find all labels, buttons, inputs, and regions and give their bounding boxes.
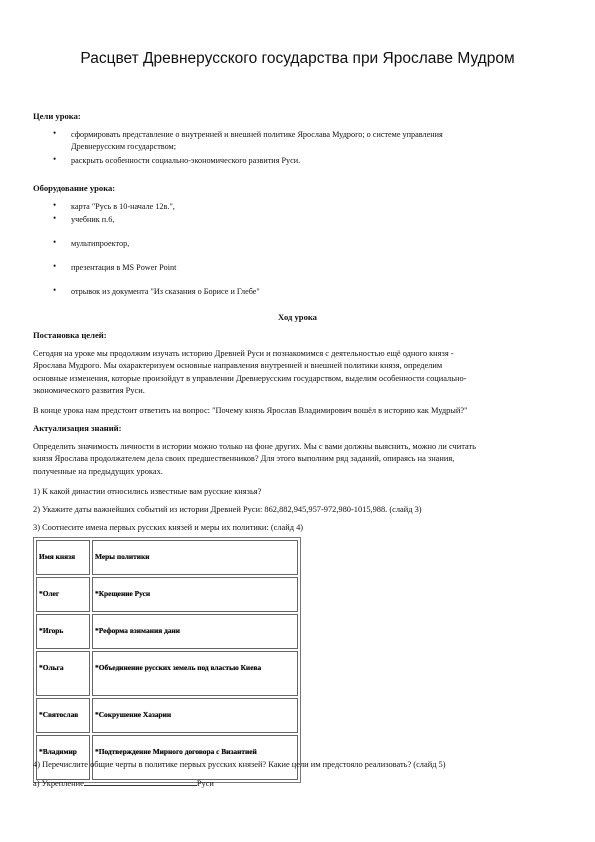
bullet-icon: •	[53, 213, 57, 223]
table-header-cell: Имя князя	[36, 540, 90, 575]
question-4: 4) Перечислите общие черты в политике первых русских князей? Какие цели им предстояло реализовать? (слайд 5)	[33, 760, 446, 769]
table-cell-policy: *Реформа взимания дани	[92, 614, 298, 649]
course-heading: Ход урока	[278, 312, 317, 322]
table-row	[36, 577, 298, 612]
bullet-icon: •	[53, 200, 57, 210]
answer-blank	[84, 777, 197, 786]
bullet-icon: •	[53, 237, 57, 247]
table-row	[36, 735, 298, 780]
question-3: 3) Соотнесите имена первых русских князей и меры их политики: (слайд 4)	[33, 523, 304, 532]
question-2: 2) Укажите даты важнейших событий из истории Древней Руси: 862,882,945,957-972,980-1015,988. (слайд 3)	[33, 505, 422, 514]
bullet-icon: •	[53, 128, 57, 138]
table-cell-policy: *Объединение русских земель под властью Киева	[92, 651, 298, 696]
table-cell-policy: *Сокрушение Хазарии	[92, 698, 298, 733]
equipment-item: учебник п.6,	[71, 215, 115, 224]
table-header-cell: Меры политики	[92, 540, 298, 575]
goals-heading: Цели урока:	[33, 111, 81, 121]
table-cell-prince: *Игорь	[36, 614, 90, 649]
goal-setting-heading: Постановка целей:	[33, 330, 107, 340]
actualization-paragraph: Определить значимость личности в истории можно только на фоне других. Мы с вами должны выяснить, можно ли считать князя Ярослава продолжателем дела своих предшественников? Для этого выполним ряд заданий, опираясь на знания, полученные на предыдущих уроках.	[33, 442, 476, 476]
table-cell-prince: *Олег	[36, 577, 90, 612]
table-cell-prince: *Святослав	[36, 698, 90, 733]
question-4a: а) Укрепление Руси	[33, 779, 214, 788]
table-cell-policy: *Подтверждение Мирного договора с Византией	[92, 735, 298, 780]
actualization-heading: Актуализация знаний:	[33, 423, 122, 433]
table-cell-prince: *Владимир	[36, 735, 90, 780]
bullet-icon: •	[53, 261, 57, 271]
equipment-item: отрывок из документа "Из сказания о Борисе и Глебе"	[71, 287, 260, 296]
equipment-item: мультипроектор,	[71, 239, 130, 248]
bullet-icon: •	[53, 285, 57, 295]
table-row	[36, 698, 298, 733]
equipment-item: карта "Русь в 10-начале 12в.",	[71, 202, 175, 211]
princes-policy-table	[33, 537, 301, 783]
table-cell-policy: *Крещение Руси	[92, 577, 298, 612]
goals-item-2: раскрыть особенности социально-экономического развития Руси.	[71, 156, 301, 165]
table-row	[36, 614, 298, 649]
table-cell-prince: *Ольга	[36, 651, 90, 696]
table-row	[36, 651, 298, 696]
goals-item-1: сформировать представление о внутренней и внешней политике Ярослава Мудрого; о системе управления Древнерусским государством;	[71, 130, 443, 151]
question-1: 1) К какой династии относились известные вам русские князья?	[33, 487, 262, 496]
equipment-item: презентация в MS Power Point	[71, 263, 177, 272]
page-title: Расцвет Древнерусского государства при Ярославе Мудром	[80, 50, 515, 67]
goal-setting-paragraph: Сегодня на уроке мы продолжим изучать историю Древней Руси и познакомимся с деятельностью ещё одного князя - Ярослава Мудрого. Мы охарактеризуем основные направления внутренней и внешней политики князя, определим основные изменения, которые произойдут в управлении Древнерусским государством, выделим особенности социально- экономического развития Руси.	[33, 349, 467, 396]
table-header-row	[36, 540, 298, 575]
equipment-heading: Оборудование урока:	[33, 183, 116, 193]
goal-setting-question: В конце урока нам предстоит ответить на вопрос: "Почему князь Ярослав Владимирович вошёл в историю как Мудрый?"	[33, 406, 468, 415]
bullet-icon: •	[53, 154, 57, 164]
